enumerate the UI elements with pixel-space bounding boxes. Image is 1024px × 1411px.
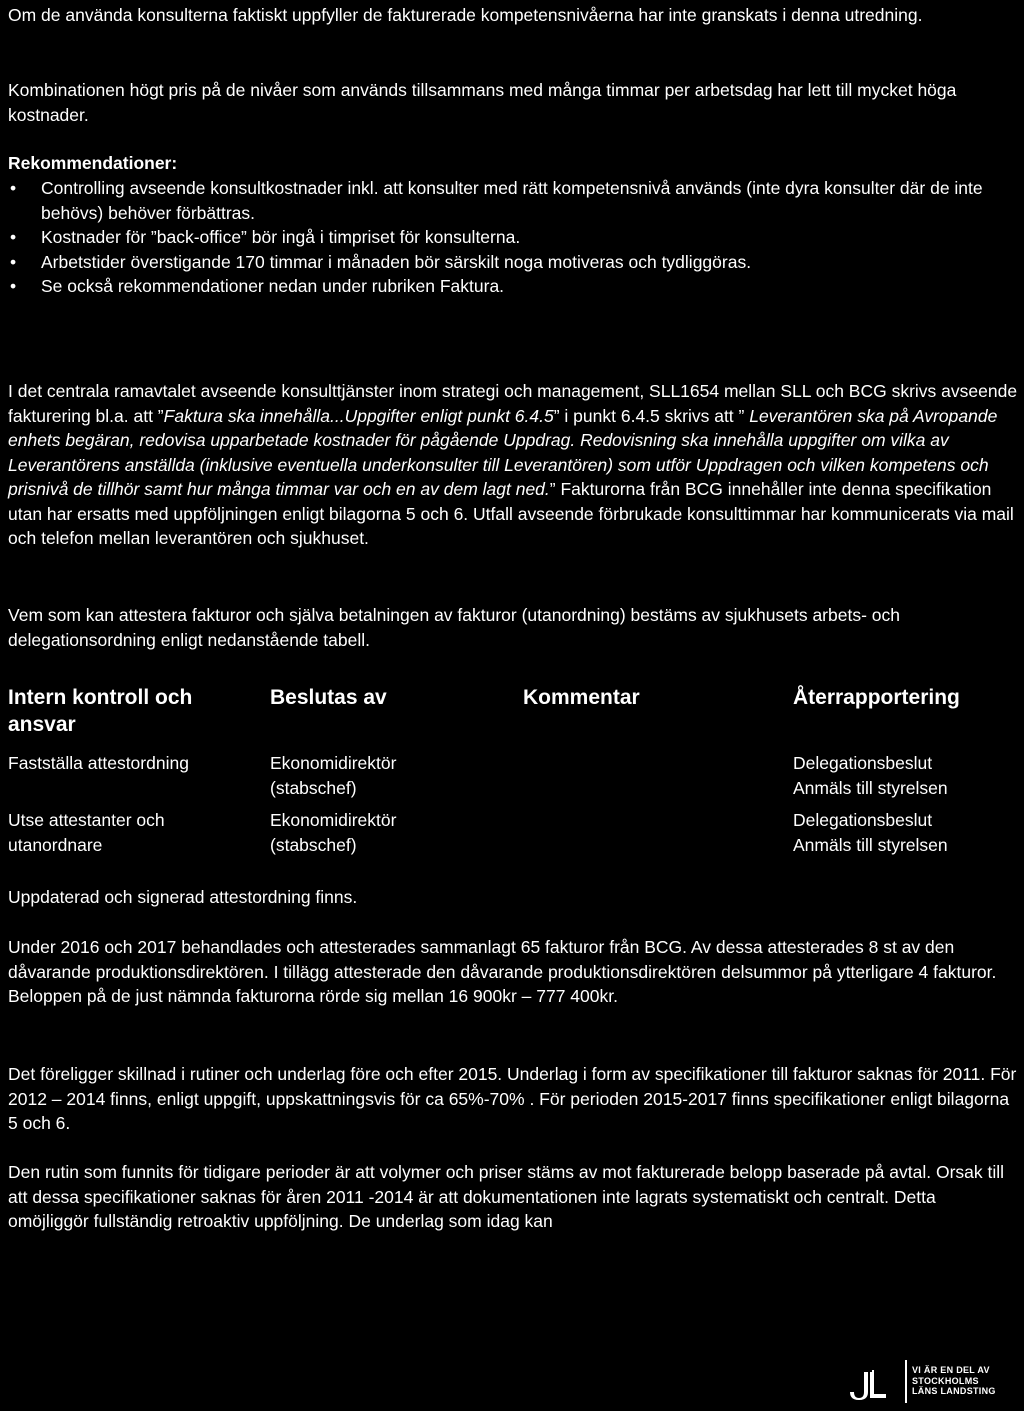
- table-cell: Delegationsbeslut Anmäls till styrelsen: [793, 810, 948, 855]
- logo-line: VI ÄR EN DEL AV: [912, 1365, 990, 1375]
- paragraph-scope: Om de använda konsulterna faktiskt uppfyller de fakturerade kompetensnivåerna har inte granskats i denna utredning.: [8, 5, 923, 25]
- paragraph-earlier-routine: Den rutin som funnits för tidigare perioder är att volymer och priser stäms av mot fakturerade belopp baserade på avtal. Orsak till att dessa specifikationer saknas för åren 2011 -2014 är att dokumentationen inte lagrats systematiskt och centralt. Detta omöjliggör fullständig retroaktiv uppföljning. De underlag som idag kan: [8, 1162, 1005, 1231]
- table-header: Återrapportering: [793, 686, 960, 709]
- logo-text: [912, 1365, 996, 1397]
- table-cell: Ekonomidirektör (stabschef): [270, 753, 397, 798]
- table-cell: Utse attestanter och utanordnare: [8, 810, 165, 855]
- sll-logo: [850, 1360, 1020, 1405]
- logo-divider: [905, 1360, 907, 1403]
- paragraph-invoices: Under 2016 och 2017 behandlades och attesterades sammanlagt 65 fakturor från BCG. Av dessa attesterades 8 st av den dåvarande produktionsdirektören. I tillägg attesterade den dåvarande produktionsdirektören delsummor på ytterligare 4 fakturor. Beloppen på de just nämnda fakturorna rörde sig mellan 16 900kr – 777 400kr.: [8, 937, 997, 1006]
- paragraph-cost: Kombinationen högt pris på de nivåer som används tillsammans med många timmar per arbetsdag har lett till mycket höga kostnader.: [8, 80, 957, 125]
- recommendations-heading: Rekommendationer:: [8, 153, 178, 173]
- table-header: Intern kontroll och ansvar: [8, 686, 193, 736]
- paragraph-routines: Det föreligger skillnad i rutiner och underlag före och efter 2015. Underlag i form av specifikationer till fakturor saknas för 2011. För 2012 – 2014 finns, enligt uppgift, uppskattningsvis för ca 65%-70% . För perioden 2015-2017 finns specifikationer enligt bilagorna 5 och 6.: [8, 1064, 1017, 1133]
- quote-italic: Leverantören ska på Avropande enhets begäran, redovisa upparbetade kostnader för pågående Uppdrag. Redovisning ska innehålla uppgifter om vilka av Leverantörens anställda (inklusive eventuella underkonsulter till Leverantören) som utför Uppdragen och vilken kompetens och prisnivå de tillhör samt hur många timmar var och en av dem lagt ned.: [8, 405, 998, 499]
- list-item: • Controlling avseende konsultkostnader inkl. att konsulter med rätt kompetensnivå används (inte dyra konsulter där de inte behövs) behöver förbättras.: [8, 176, 1018, 225]
- paragraph-delegation: Vem som kan attestera fakturor och själva betalningen av fakturor (utanordning) bestäms av sjukhusets arbets- och delegationsordning enligt nedanstående tabell.: [8, 605, 900, 650]
- sll-logo-icon: [850, 1370, 888, 1400]
- text-run: ” Fakturorna från BCG innehåller inte denna specifikation utan har ersatts med uppföljningen enligt bilagorna 5 och 6. Utfall avseende förbrukade konsulttimmar har kommunicerats via mail och telefon mellan leverantören och sjukhuset.: [8, 479, 1014, 548]
- paragraph-framework: [8, 379, 1018, 551]
- table-cell: Fastställa attestordning: [8, 753, 189, 773]
- text-run: ” i punkt 6.4.5 skrivs att ”: [553, 405, 750, 426]
- table-cell: Delegationsbeslut Anmäls till styrelsen: [793, 753, 948, 798]
- paragraph-attest-exists: Uppdaterad och signerad attestordning finns.: [8, 887, 358, 907]
- list-item: • Se också rekommendationer nedan under rubriken Faktura.: [8, 274, 1018, 299]
- quote-italic: Faktura ska innehålla...Uppgifter enligt punkt 6.4.5: [163, 405, 554, 426]
- recommendations-list: [8, 176, 1018, 299]
- table-cell: Ekonomidirektör (stabschef): [270, 810, 397, 855]
- logo-line: STOCKHOLMS: [912, 1375, 979, 1386]
- table-header: Kommentar: [523, 686, 640, 709]
- text-run: I det centrala ramavtalet avseende konsulttjänster inom strategi och management, SLL1654 mellan SLL och BCG skrivs avseende fakturering bl.a. att ”: [8, 381, 1018, 426]
- list-item: • Kostnader för ”back-office” bör ingå i timpriset för konsulterna.: [8, 225, 1018, 250]
- list-item: • Arbetstider överstigande 170 timmar i månaden bör särskilt noga motiveras och tydliggöras.: [8, 250, 1018, 275]
- logo-line: LÄNS LANDSTING: [912, 1386, 996, 1396]
- table-header: Beslutas av: [270, 686, 387, 709]
